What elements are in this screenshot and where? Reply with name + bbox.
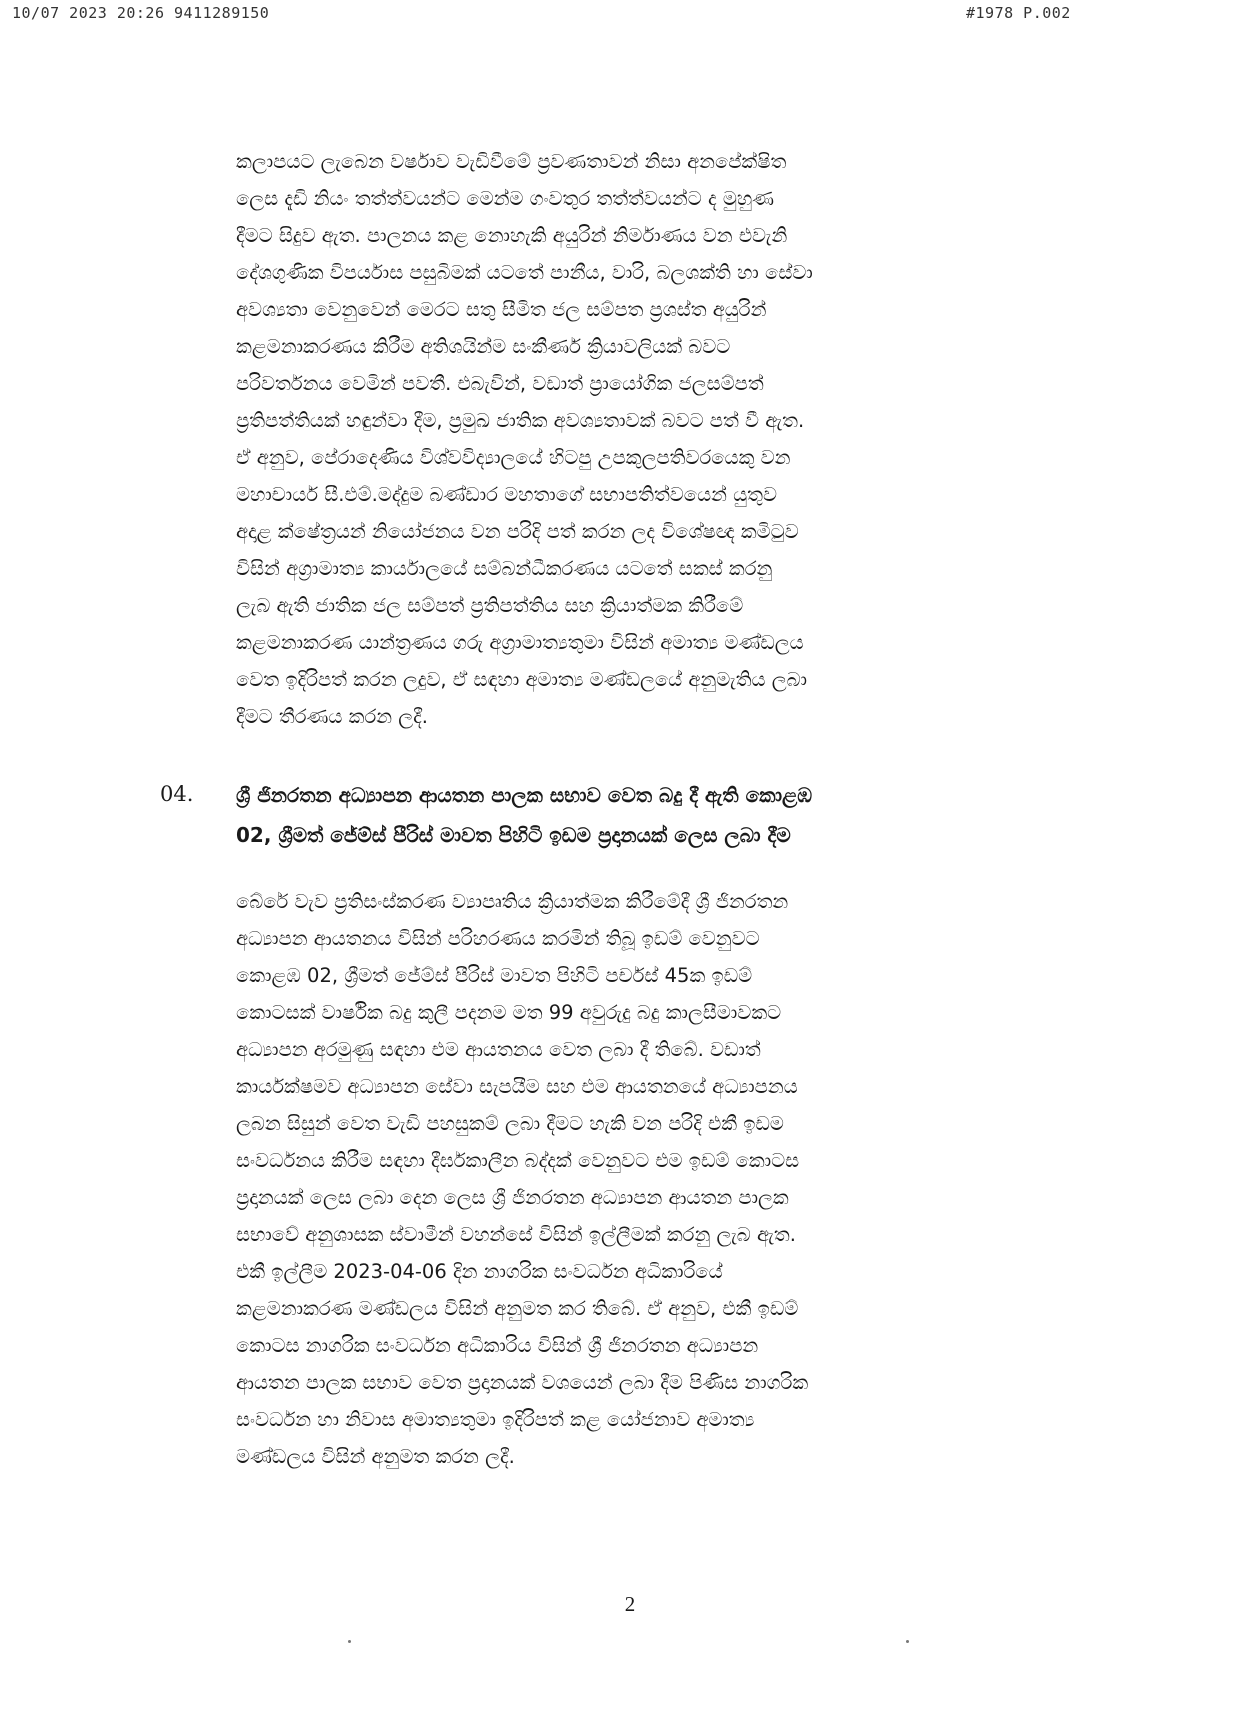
- paragraph-1-line: අවශ්‍යතා වෙනුවෙන් මෙරට සතු සීමිත ජල සම්පත ප්‍රශස්ත අයුරින්: [236, 298, 767, 321]
- paragraph-1-line: වෙත ඉදිරිපත් කරන ලදුව, ඒ සඳහා අමාත්‍ය මණ්ඩලයේ අනුමැතිය ලබා: [236, 668, 807, 691]
- paragraph-1-line: ඒ අනුව, පේරාදෙණිය විශ්වවිද්‍යාලයේ හිටපු උපකුලපතිවරයෙකු වන: [236, 446, 791, 469]
- page-number: 2: [624, 1592, 636, 1616]
- section-heading: [236, 775, 1100, 855]
- paragraph-2-line: සභාවේ අනුශාසක ස්වාමීන් වහන්සේ විසින් ඉල්ලීමක් කරනු ලැබ ඇත.: [236, 1223, 796, 1246]
- paragraph-2-line: අධ්‍යාපන අරමුණු සඳහා එම ආයතනය වෙත ලබා දී තිබේ. වඩාත්: [236, 1038, 761, 1061]
- section-heading-line: ශ්‍රී ජිනරතන අධ්‍යාපන ආයතන පාලක සභාව වෙත බදු දී ඇති කොළඹ: [236, 783, 813, 807]
- scan-speck: [348, 1640, 351, 1643]
- paragraph-1-line: කලාපයට ලැබෙන වර්ෂාව වැඩිවීමේ ප්‍රවණතාවන් නිසා අනපේක්ෂිත: [236, 150, 787, 173]
- paragraph-2-line: එකී ඉල්ලීම 2023-04-06 දින නාගරික සංවර්ධන අධිකාරියේ: [236, 1260, 723, 1283]
- paragraph-1-line: දීමට සිදුව ඇත. පාලනය කළ නොහැකි අයුරින් නිර්මාණය වන එවැනි: [236, 224, 788, 247]
- paragraph-1-line: මහාචාර්ය සී.එම්.මද්දුම බණ්ඩාර මහතාගේ සභාපතිත්වයෙන් යුතුව: [236, 483, 778, 506]
- paragraph-1-line: ප්‍රතිපත්තියක් හඳුන්වා දීම, ප්‍රමුඛ ජාතික අවශ්‍යතාවක් බවට පත් වී ඇත.: [236, 409, 805, 432]
- paragraph-1-line: ලෙස දැඩි නියං තත්ත්වයන්ට මෙන්ම ගංවතුර තත්ත්වයන්ට ද මුහුණ: [236, 187, 775, 210]
- fax-page-id: #1978 P.002: [966, 4, 1071, 22]
- paragraph-1-line: ලැබ ඇති ජාතික ජල සම්පත් ප්‍රතිපත්තිය සහ ක්‍රියාත්මක කිරීමේ: [236, 594, 744, 617]
- section-number: 04.: [160, 782, 194, 806]
- paragraph-continued: [236, 143, 1100, 735]
- paragraph-2-line: මණ්ඩලය විසින් අනුමත කරන ලදී.: [236, 1445, 515, 1468]
- paragraph-2-line: ආයතන පාලක සභාව වෙත ප්‍රදානයක් වශයෙන් ලබා දීම පිණිස නාගරික: [236, 1371, 809, 1394]
- paragraph-2-line: සංවර්ධනය කිරීම සඳහා දීර්ඝකාලීන බද්දක් වෙනුවට එම ඉඩම් කොටස: [236, 1149, 800, 1172]
- paragraph-2-line: ප්‍රදානයක් ලෙස ලබා දෙන ලෙස ශ්‍රී ජිනරතන අධ්‍යාපන ආයතන පාලක: [236, 1186, 789, 1209]
- paragraph-1-line: දේශගුණික විපර්යාස පසුබිමක් යටතේ පානීය, වාරි, බලශක්ති හා සේවා: [236, 261, 813, 284]
- paragraph-1-line: කළමනාකරණ යාන්ත්‍රණය ගරු අග්‍රාමාත්‍යතුමා විසින් අමාත්‍ය මණ්ඩලය: [236, 631, 804, 654]
- paragraph-1-line: දීමට තීරණය කරන ලදී.: [236, 705, 429, 728]
- paragraph-2-line: සංවර්ධන හා නිවාස අමාත්‍යතුමා ඉදිරිපත් කළ යෝජනාව අමාත්‍ය: [236, 1408, 755, 1431]
- paragraph-2-line: කොළඹ 02, ශ්‍රීමත් ජේම්ස් පීරිස් මාවත පිහිටි පර්චස් 45ක ඉඩම්: [236, 964, 753, 987]
- paragraph-1-line: විසින් අග්‍රාමාත්‍ය කාර්යාලයේ සම්බන්ධීකරණය යටතේ සකස් කරනු: [236, 557, 773, 580]
- paragraph-1-line: අදාළ ක්ෂේත්‍රයන් නියෝජනය වන පරිදි පත් කරන ලද විශේෂඥ කමිටුව: [236, 520, 799, 543]
- paragraph-2-line: කාර්යක්ෂමව අධ්‍යාපන සේවා සැපයීම සහ එම ආයතනයේ අධ්‍යාපනය: [236, 1075, 798, 1098]
- fax-header: [0, 4, 1254, 28]
- paragraph-2-line: කොටස නාගරික සංවර්ධන අධිකාරිය විසින් ශ්‍රී ජිනරතන අධ්‍යාපන: [236, 1334, 759, 1357]
- paragraph-2-line: කළමනාකරණ මණ්ඩලය විසින් අනුමත කර තිබේ. ඒ අනුව, එකී ඉඩම්: [236, 1297, 799, 1320]
- paragraph-2-line: කොටසක් වාර්ෂික බදු කුලී පදනම මත 99 අවුරුදු බදු කාලසීමාවකට: [236, 1001, 782, 1024]
- fax-timestamp: 10/07 2023 20:26 9411289150: [12, 4, 270, 22]
- paragraph-2-line: ලබන සිසුන් වෙත වැඩි පහසුකම් ලබා දීමට හැකි වන පරිදි එකී ඉඩම: [236, 1112, 784, 1135]
- paragraph-2-line: අධ්‍යාපන ආයතනය විසින් පරිහරණය කරමින් තිබූ ඉඩම් වෙනුවට: [236, 927, 760, 950]
- paragraph-1-line: පරිවර්තනය වෙමින් පවතී. එබැවින්, වඩාත් ප්‍රායෝගික ජලසම්පත්: [236, 372, 764, 395]
- paragraph-2-line: බේරේ වැව ප්‍රතිසංස්කරණ ව්‍යාපෘතිය ක්‍රියාත්මක කිරීමේදී ශ්‍රී ජිනරතන: [236, 890, 789, 913]
- scan-speck: [906, 1640, 909, 1643]
- section-body: [236, 883, 1100, 1475]
- section-heading-line: 02, ශ්‍රීමත් ජේම්ස් පීරිස් මාවත පිහිටි ඉඩම ප්‍රදානයක් ලෙස ලබා දීම: [236, 823, 791, 847]
- paragraph-1-line: කළමනාකරණය කිරීම අතිශයින්ම සංකීර්ණ ක්‍රියාවලියක් බවට: [236, 335, 731, 358]
